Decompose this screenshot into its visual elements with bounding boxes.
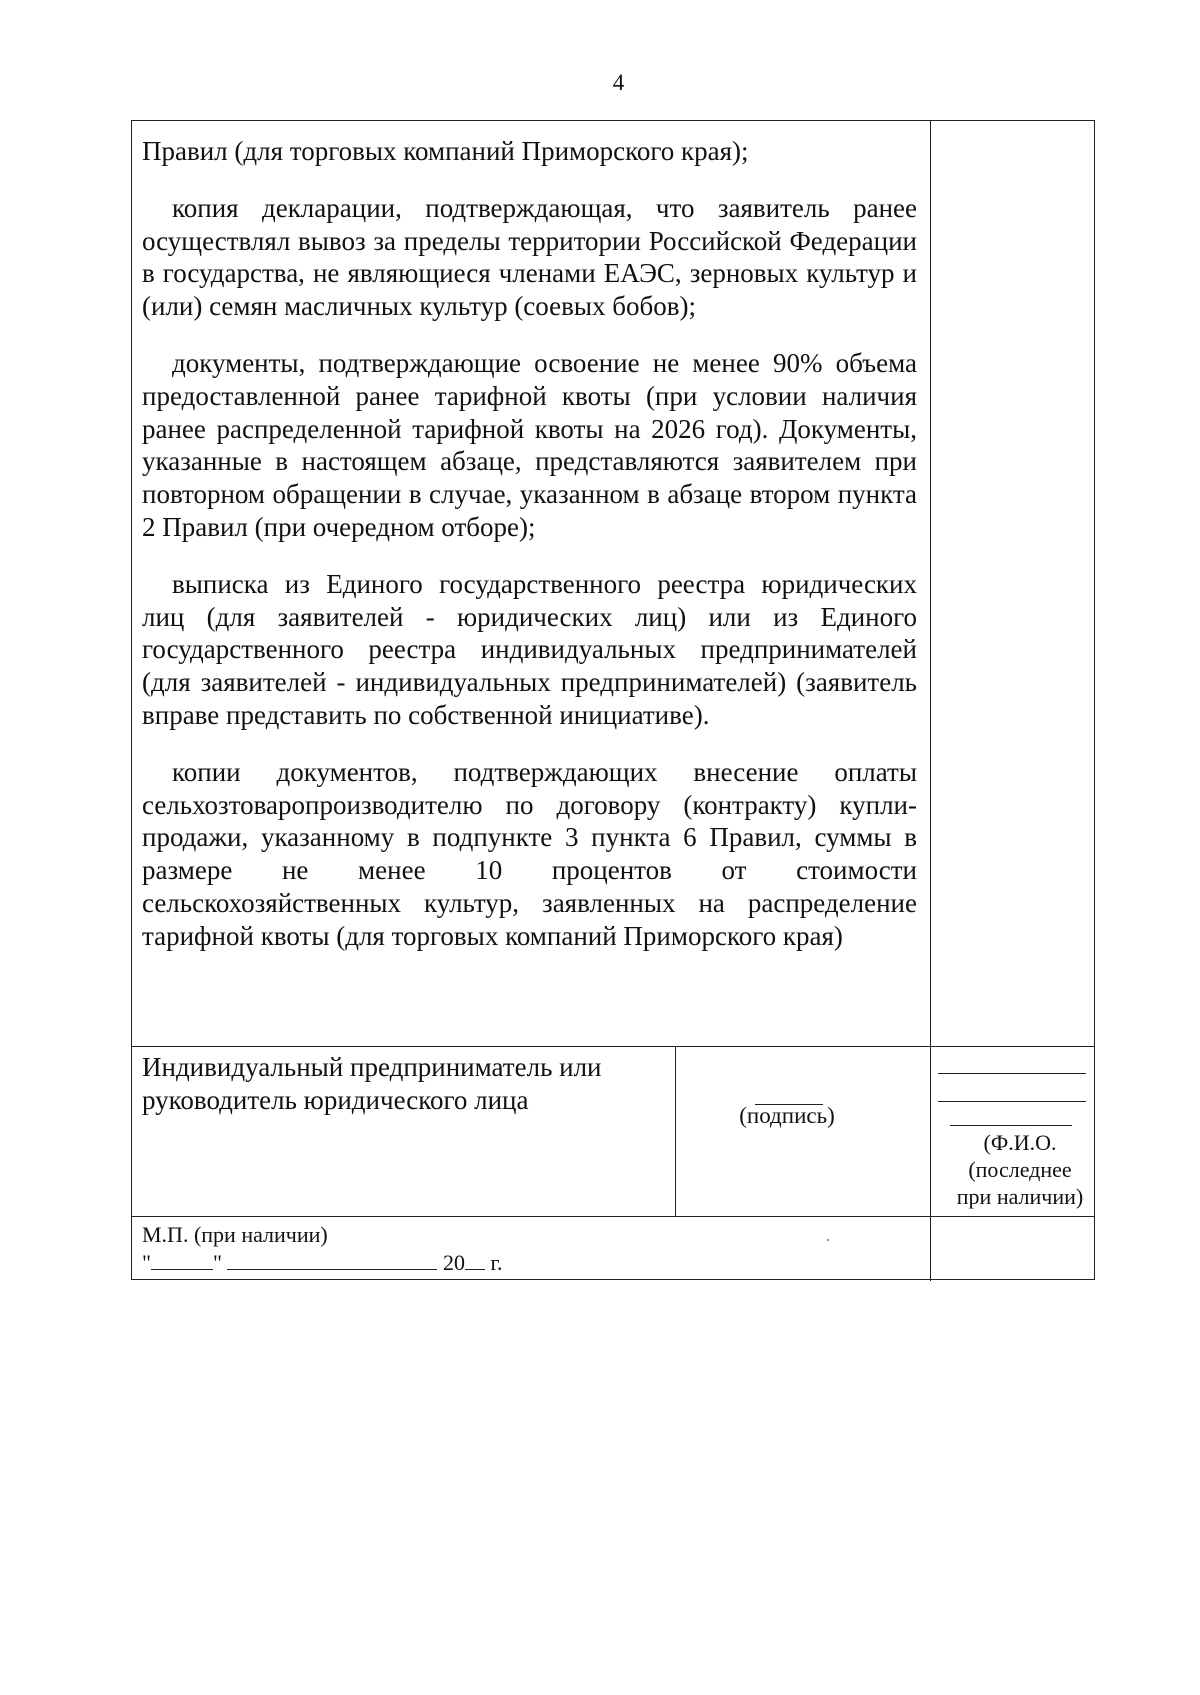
fio-caption-line: при наличии) bbox=[956, 1184, 1084, 1209]
row-divider-signature bbox=[132, 1216, 1094, 1217]
paragraph-rules-continuation: Правил (для торговых компаний Приморского края); bbox=[142, 136, 749, 166]
fio-caption-line: (Ф.И.О. bbox=[983, 1130, 1057, 1155]
year-blank bbox=[465, 1253, 485, 1270]
fio-caption bbox=[940, 1129, 1100, 1210]
content-block bbox=[142, 135, 917, 977]
month-blank bbox=[227, 1253, 437, 1270]
column-divider-signature bbox=[675, 1046, 676, 1216]
paragraph-registry-extract: выписка из Единого государственного реестра юридических лиц (для заявителей - юридических лиц) или из Единого государственного реестра индивидуальных предпринимателей (для заявителей - индивидуальных предпринимателей) (заявитель вправе представить по собственной инициативе). bbox=[142, 568, 917, 730]
form-table bbox=[131, 120, 1095, 1280]
fio-line bbox=[938, 1073, 1086, 1074]
paragraph-quota-documents: документы, подтверждающие освоение не менее 90% объема предоставленной ранее тарифной квоты (при условии наличия ранее распределенной тарифной квоты на 2026 год). Документы, указанные в настоящем абзаце, представляются заявителем при повторном обращении в случае, указанном в абзаце втором пункта 2 Правил (при очередном отборе); bbox=[142, 347, 917, 542]
stamp-block bbox=[142, 1221, 702, 1277]
year-prefix: 20 bbox=[442, 1250, 465, 1275]
paragraph-payment-copies: копии документов, подтверждающих внесение оплаты сельхозтоваропроизводителю по договору (контракту) купли-продажи, указанному в подпункте 3 пункта 6 Правил, суммы в размере не менее 10 процентов от стоимости сельскохозяйственных культур, заявленных на распределение тарифной квоты (для торговых компаний Приморского края) bbox=[142, 756, 917, 951]
fio-caption-line: (последнее bbox=[968, 1157, 1072, 1182]
column-divider-main bbox=[930, 121, 931, 1281]
signer-title: Индивидуальный предприниматель или руководитель юридического лица bbox=[142, 1052, 602, 1115]
paragraph-declaration-copy: копия декларации, подтверждающая, что заявитель ранее осуществлял вывоз за пределы территории Российской Федерации в государства, не являющиеся членами ЕАЭС, зерновых культур и (или) семян масличных культур (соевых бобов); bbox=[142, 192, 917, 322]
date-quote-open: " bbox=[142, 1250, 151, 1275]
date-quote-close: " bbox=[212, 1250, 222, 1275]
day-blank bbox=[151, 1253, 213, 1270]
scan-speck bbox=[827, 1239, 829, 1241]
stamp-label: М.П. (при наличии) bbox=[142, 1222, 328, 1247]
signature-caption: (подпись) bbox=[739, 1103, 835, 1128]
fio-line bbox=[950, 1125, 1072, 1126]
fio-line bbox=[938, 1101, 1086, 1102]
row-divider-content bbox=[132, 1046, 1094, 1047]
year-suffix: г. bbox=[490, 1250, 503, 1275]
date-row bbox=[142, 1249, 702, 1277]
page-number: 4 bbox=[612, 70, 625, 95]
